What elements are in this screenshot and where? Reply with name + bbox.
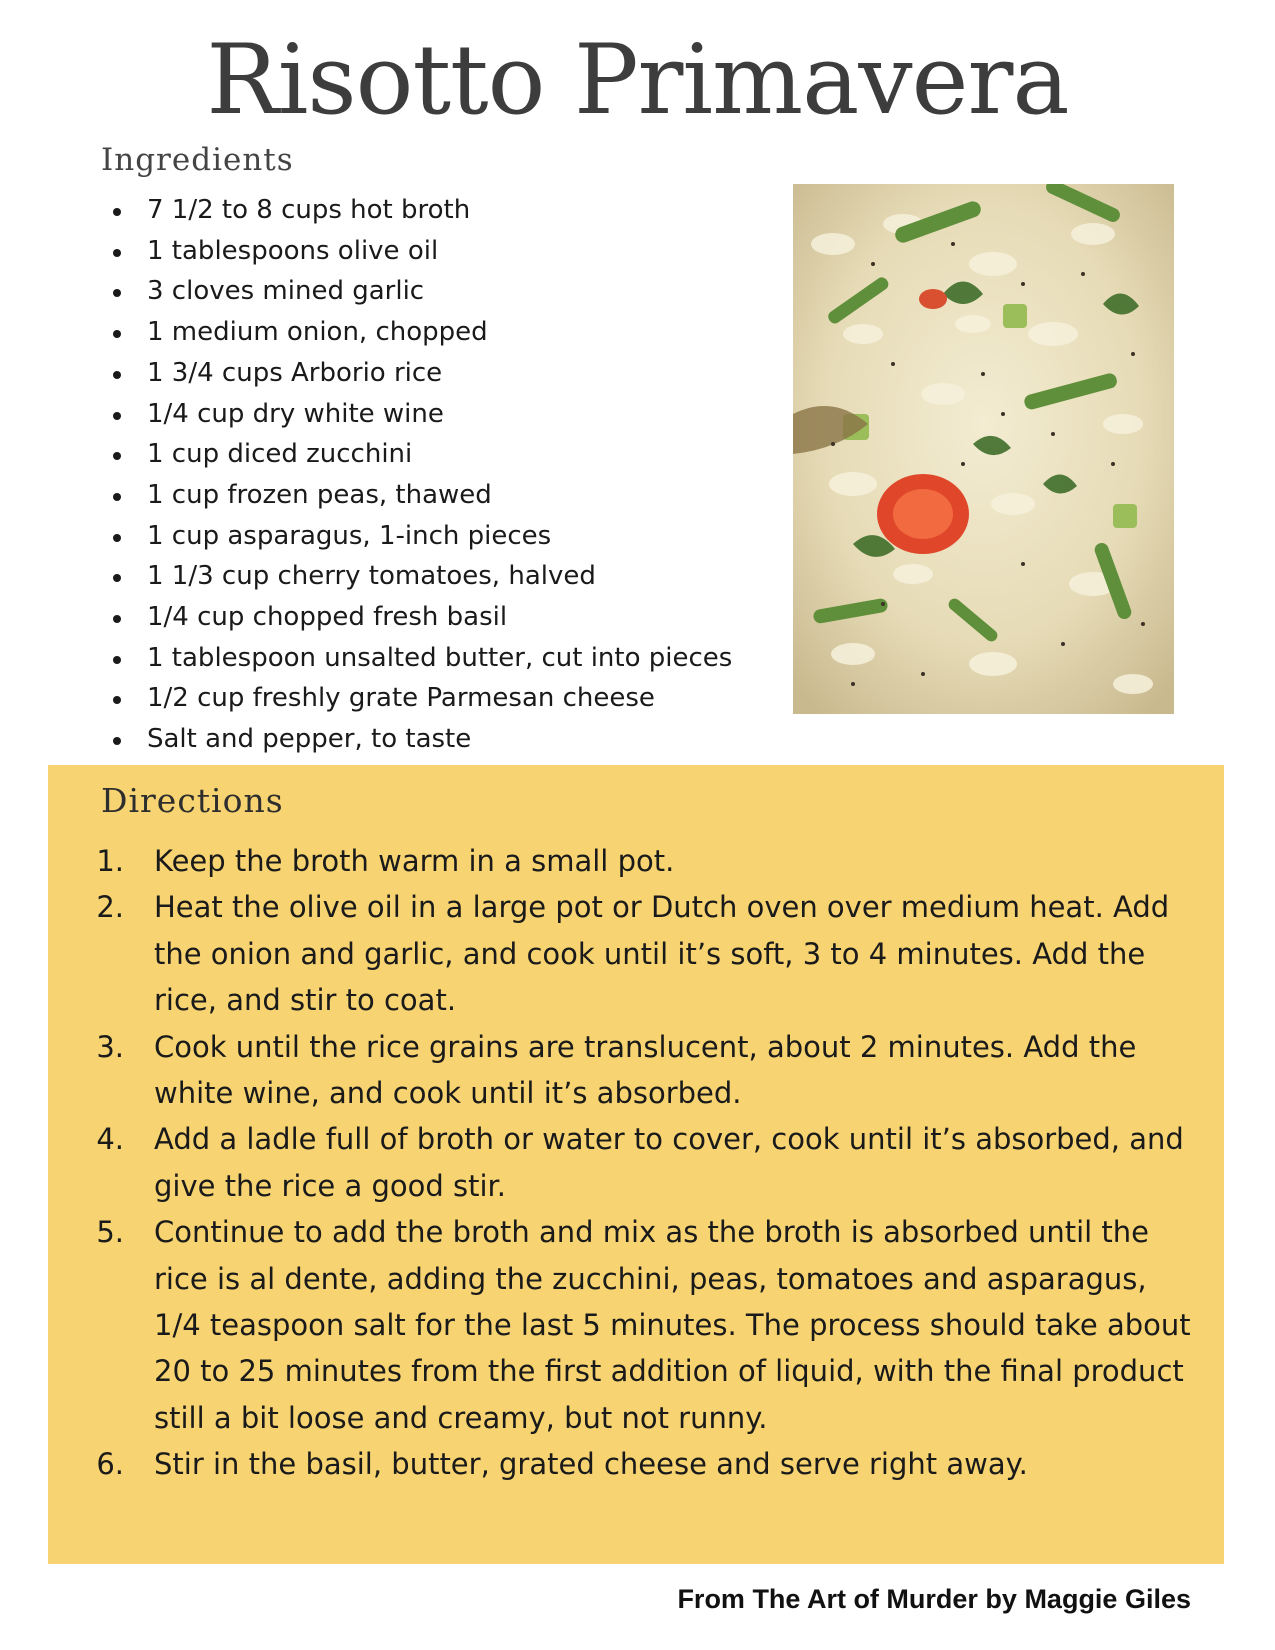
source-credit: From The Art of Murder by Maggie Giles [677,1584,1191,1614]
ingredient-item [105,516,795,557]
bullet-icon [113,656,121,664]
ingredient-item [105,271,795,312]
bullet-icon [113,249,121,257]
step-number: 4. [96,1122,124,1157]
directions-list [48,838,1224,1488]
ingredient-item [105,719,795,760]
directions-heading: Directions [101,781,284,820]
bullet-icon [113,615,121,623]
ingredient-item [105,434,795,475]
step-text: Add a ladle full of broth or water to cover, cook until it’s absorbed, and give the rice a good stir. [154,1122,1184,1203]
ingredient-text: 1 1/3 cup cherry tomatoes, halved [147,561,596,592]
ingredient-item [105,638,795,679]
bullet-icon [113,737,121,745]
ingredient-item [105,556,795,597]
direction-step [48,884,1224,1023]
bullet-icon [113,534,121,542]
page-title: Risotto Primavera [206,24,1069,136]
direction-step [48,1441,1224,1487]
bullet-icon [113,696,121,704]
ingredients-heading: Ingredients [101,142,294,178]
ingredient-item [105,231,795,272]
ingredient-item [105,475,795,516]
ingredient-text: 1 3/4 cups Arborio rice [147,357,443,388]
ingredient-item [105,678,795,719]
risotto-photo-icon [793,184,1174,714]
directions-section [48,765,1224,1564]
direction-step [48,1024,1224,1117]
step-number: 6. [96,1447,124,1482]
ingredient-text: 1 tablespoon unsalted butter, cut into pieces [147,642,733,673]
ingredient-text: 1/4 cup chopped fresh basil [147,602,508,633]
step-text: Heat the olive oil in a large pot or Dutch oven over medium heat. Add the onion and garlic, and cook until it’s soft, 3 to 4 minutes. Add the rice, and stir to coat. [154,890,1170,1018]
ingredient-text: 7 1/2 to 8 cups hot broth [147,195,471,225]
ingredient-text: 1/4 cup dry white wine [147,398,444,429]
ingredient-text: 1/2 cup freshly grate Parmesan cheese [147,683,655,714]
step-text: Keep the broth warm in a small pot. [154,844,675,878]
bullet-icon [113,452,121,460]
ingredient-text: 1 cup diced zucchini [147,439,413,470]
ingredient-text: Salt and pepper, to taste [147,724,472,755]
ingredient-text: 3 cloves mined garlic [147,276,425,307]
step-text: Cook until the rice grains are translucent, about 2 minutes. Add the white wine, and cook until it’s absorbed. [154,1029,1137,1111]
step-number: 1. [96,844,124,878]
bullet-icon [113,371,121,379]
step-number: 5. [96,1215,124,1250]
ingredient-item [105,312,795,353]
step-text: Continue to add the broth and mix as the broth is absorbed until the rice is al dente, adding the zucchini, peas, tomatoes and asparagus, 1/4 teaspoon salt for the last 5 minutes. The process should take about 20 to 25 minutes from the first addition of liquid, with the final product still a bit loose and creamy, but not runny. [154,1215,1191,1435]
ingredient-text: 1 medium onion, chopped [147,317,488,348]
ingredients-list [105,190,795,760]
ingredient-text: 1 cup frozen peas, thawed [147,479,492,510]
bullet-icon [113,412,121,420]
ingredient-text: 1 cup asparagus, 1-inch pieces [147,520,552,551]
direction-step [48,838,1224,884]
risotto-photo [793,184,1174,714]
bullet-icon [113,330,121,338]
ingredient-item [105,190,795,231]
bullet-icon [113,208,121,216]
ingredient-item [105,597,795,638]
bullet-icon [113,493,121,501]
direction-step [48,1209,1224,1441]
bullet-icon [113,289,121,297]
ingredient-text: 1 tablespoons olive oil [147,235,439,266]
direction-step [48,1116,1224,1209]
step-text: Stir in the basil, butter, grated cheese and serve right away. [154,1447,1028,1482]
ingredient-item [105,394,795,435]
step-number: 3. [96,1029,124,1064]
step-number: 2. [96,890,124,925]
ingredient-item [105,353,795,394]
bullet-icon [113,574,121,582]
